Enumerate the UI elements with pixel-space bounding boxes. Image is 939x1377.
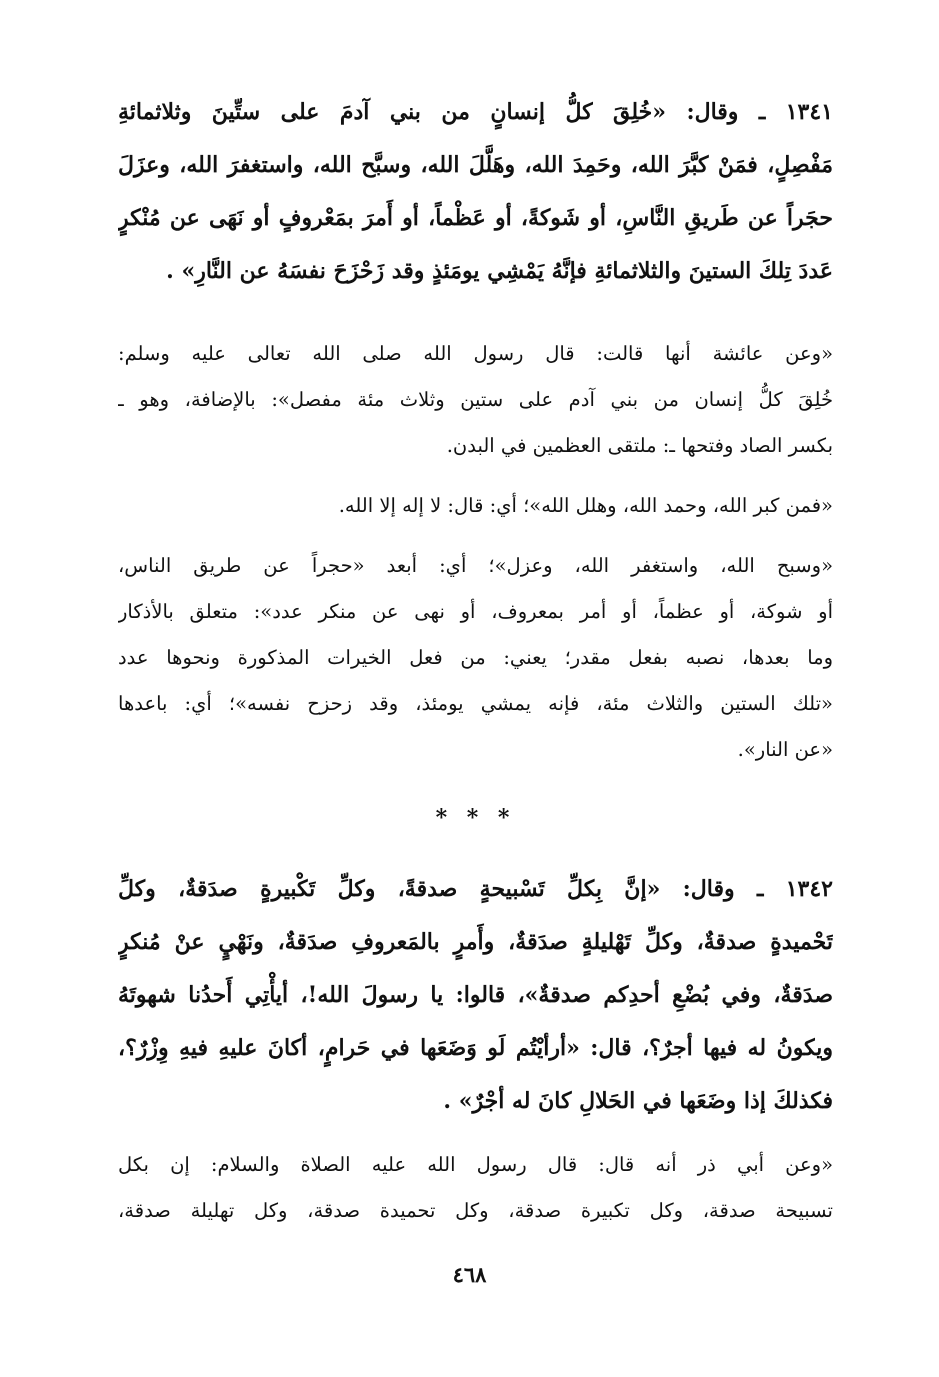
commentary-line: تسبيحة صدقة، وكل تكبيرة صدقة، وكل تحميدة صدقة، وكل تهليلة صدقة،	[118, 1199, 833, 1222]
hadith-1341-line: عَددَ تِلكَ الستينَ والثلاثمائةِ فإنَّهُ يَمْشِي يومَئذٍ وقد زَحْزَحَ نفسَهُ عن النَّارِ» .	[166, 258, 833, 284]
commentary-line: أو شوكة، أو عظماً، أو أمر بمعروف، أو نهى عن منكر عدد»: متعلق بالأذكار	[118, 600, 833, 623]
commentary-1341-b	[118, 483, 833, 529]
hadith-1342-line: ويكونُ له فيها أجرٌ؟، قال: «أرأيْتُم لَو وَضَعَها في حَرامٍ، أكانَ عليهِ فيهِ وِزْرٌ؟،	[118, 1035, 833, 1061]
commentary-line: «فمن كبر الله، وحمد الله، وهلل الله»؛ أي: قال: لا إله إلا الله.	[338, 494, 833, 517]
paragraph-gap	[118, 298, 833, 331]
paragraph-gap	[118, 529, 833, 543]
hadith-1342-line: تَحْميدةٍ صدقةٌ، وكلِّ تَهْليلةٍ صدَقةٌ، وأَمرٍ بالمَعروفِ صدَقةٌ، ونَهْيٍ عنْ مُنكرٍ	[118, 929, 833, 955]
hadith-1342-line: صدَقةٌ، وفي بُضْعِ أحدِكم صدقةٌ»، قالوا: يا رسولَ الله!، أيأْتِي أَحدُنا شهوتَهُ	[118, 982, 833, 1008]
commentary-line: «وعن عائشة أنها قالت: قال رسول الله صلى الله تعالى عليه وسلم:	[118, 342, 833, 365]
commentary-line: خُلِقَ كلُّ إنسان من بني آدم على ستين وثلاث مئة مفصل»: بالإضافة، وهو ـ	[118, 388, 833, 411]
hadith-1341-line: حجَراً عن طَريقِ النَّاسِ، أو شَوكةً، أو عَظْماً، أو أَمرَ بمَعْروفٍ أو نَهَى عن مُنْكرٍ	[118, 205, 833, 231]
commentary-line: «وعن أبي ذر أنه قال: قال رسول الله عليه الصلاة والسلام: إن بكل	[118, 1153, 833, 1176]
paragraph-gap	[118, 469, 833, 483]
hadith-1342	[118, 863, 833, 1128]
commentary-1341-a	[118, 331, 833, 469]
hadith-1341	[118, 86, 833, 298]
commentary-line: «تلك الستين والثلاث مئة، فإنه يمشي يومئذ، وقد زحزح نفسه»؛ أي: باعدها	[118, 692, 833, 715]
commentary-1341-c	[118, 543, 833, 773]
hadith-1342-line: فكذلكَ إذا وضَعَها في الحَلالِ كانَ له أجْرٌ» .	[443, 1088, 833, 1114]
commentary-line: بكسر الصاد وفتحها ـ: ملتقى العظمين في البدن.	[446, 434, 833, 457]
hadith-1341-line: ١٣٤١ ـ وقال: «خُلِقَ كلُّ إنسانٍ من بني آدمَ على ستِّينَ وثلاثمائةِ	[118, 99, 833, 125]
commentary-line: «وسبح الله، واستغفر الله، وعزل»؛ أي: أبعد «حجراً عن طريق الناس،	[118, 554, 833, 577]
commentary-line: «عن النار».	[737, 738, 833, 761]
page-body	[118, 86, 833, 1234]
hadith-1341-line: مَفْصِلٍ، فمَنْ كبَّرَ الله، وحَمِدَ الله، وهَلَّلَ الله، وسبَّح الله، واستغفرَ الله، وعزَلَ	[118, 152, 833, 178]
commentary-line: وما بعدها، نصبه بفعل مقدر؛ يعني: من فعل الخيرات المذكورة ونحوها عدد	[118, 646, 833, 669]
commentary-1342	[118, 1142, 833, 1234]
hadith-1342-line: ١٣٤٢ ـ وقال: «إنَّ بِكلِّ تَسْبيحةٍ صدقةً، وكلِّ تَكْبيرةٍ صدَقةٌ، وكلِّ	[118, 876, 833, 902]
section-separator: * * *	[435, 805, 516, 831]
paragraph-gap	[118, 1128, 833, 1142]
page-number: ٤٦٨	[452, 1262, 487, 1287]
